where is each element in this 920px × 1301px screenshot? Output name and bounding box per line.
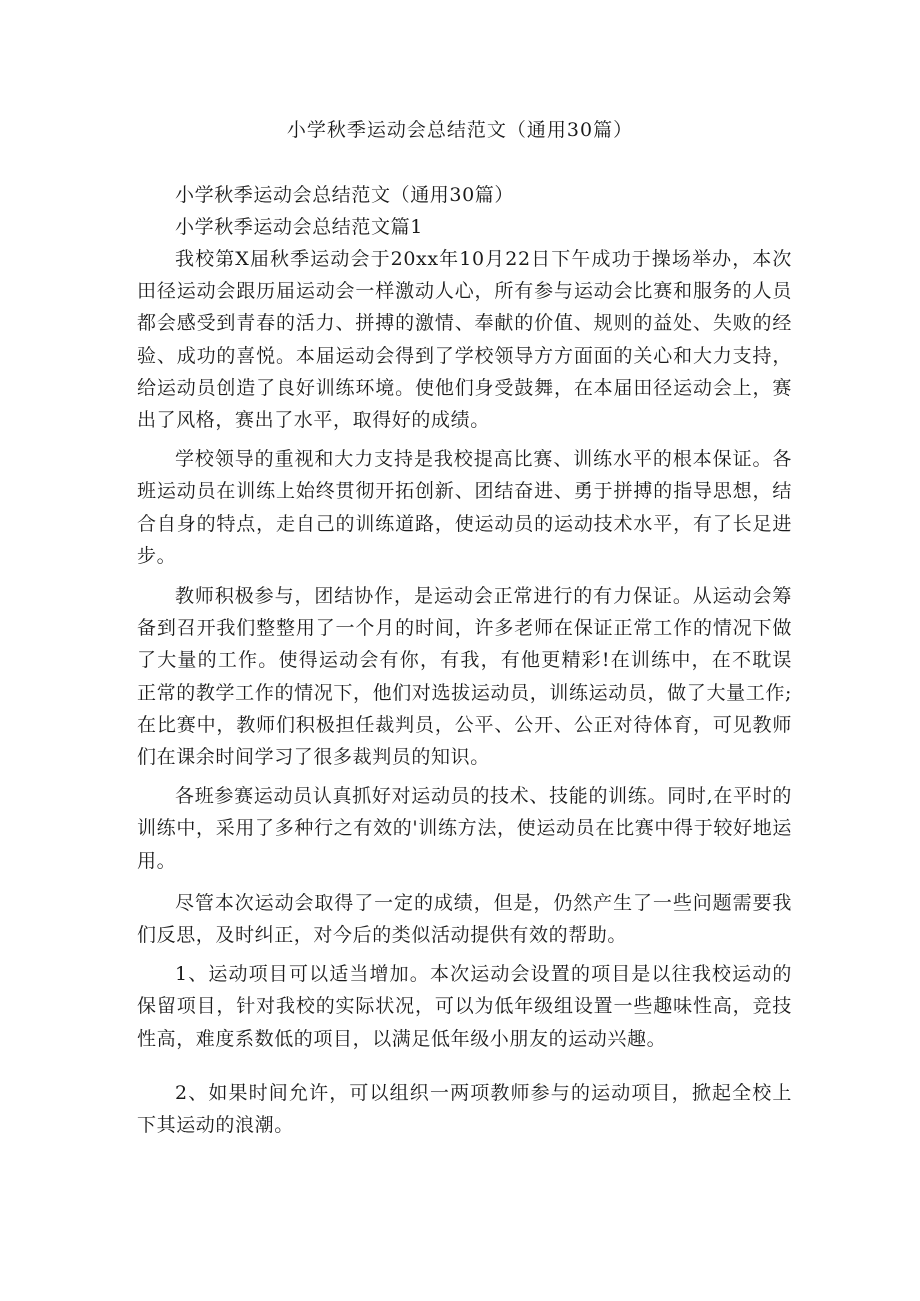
document-title: 小学秋季运动会总结范文（通用30篇） <box>286 119 634 141</box>
paragraph-3: 教师积极参与，团结协作，是运动会正常进行的有力保证。从运动会筹备到召开我们整整用了一个月的时间，许多老师在保证正常工作的情况下做了大量的工作。使得运动会有你，有我，有他更精彩!在训练中，在不耽误正常的教学工作的情况下，他们对选拔运动员，训练运动员，做了大量工作;在比赛中，教师们积极担任裁判员，公平、公开、公正对待体育，可见教师们在课余时间学习了很多裁判员的知识。 <box>137 585 792 769</box>
paragraph-4: 各班参赛运动员认真抓好对运动员的技术、技能的训练。同时,在平时的训练中，采用了多种行之有效的'训练方法，使运动员在比赛中得于较好地运用。 <box>137 785 792 872</box>
paragraph-6: 1、运动项目可以适当增加。本次运动会设置的项目是以往我校运动的保留项目，针对我校的实际状况，可以为低年级组设置一些趣味性高，竞技性高，难度系数低的项目，以满足低年级小朋友的运动兴趣。 <box>137 963 792 1050</box>
document-body <box>137 180 792 1141</box>
section-heading: 小学秋季运动会总结范文篇1 <box>175 215 423 238</box>
document-subtitle: 小学秋季运动会总结范文（通用30篇） <box>175 184 514 206</box>
paragraph-2: 学校领导的重视和大力支持是我校提高比赛、训练水平的根本保证。各班运动员在训练上始终贯彻开拓创新、团结奋进、勇于拼搏的指导思想，结合自身的特点，走自己的训练道路，使运动员的运动技术水平，有了长足进步。 <box>137 448 792 567</box>
paragraph-5: 尽管本次运动会取得了一定的成绩，但是，仍然产生了一些问题需要我们反思，及时纠正，对今后的类似活动提供有效的帮助。 <box>137 891 792 947</box>
paragraph-7: 2、如果时间允许，可以组织一两项教师参与的运动项目，掀起全校上下其运动的浪潮。 <box>137 1081 792 1137</box>
paragraph-1: 我校第X届秋季运动会于20xx年10月22日下午成功于操场举办，本次田径运动会跟历届运动会一样激动人心，所有参与运动会比赛和服务的人员都会感受到青春的活力、拼搏的激情、奉献的价值、规则的益处、失败的经验、成功的喜悦。本届运动会得到了学校领导方方面面的关心和大力支持，给运动员创造了良好训练环境。使他们身受鼓舞，在本届田径运动会上，赛出了风格，赛出了水平，取得好的成绩。 <box>137 248 792 432</box>
